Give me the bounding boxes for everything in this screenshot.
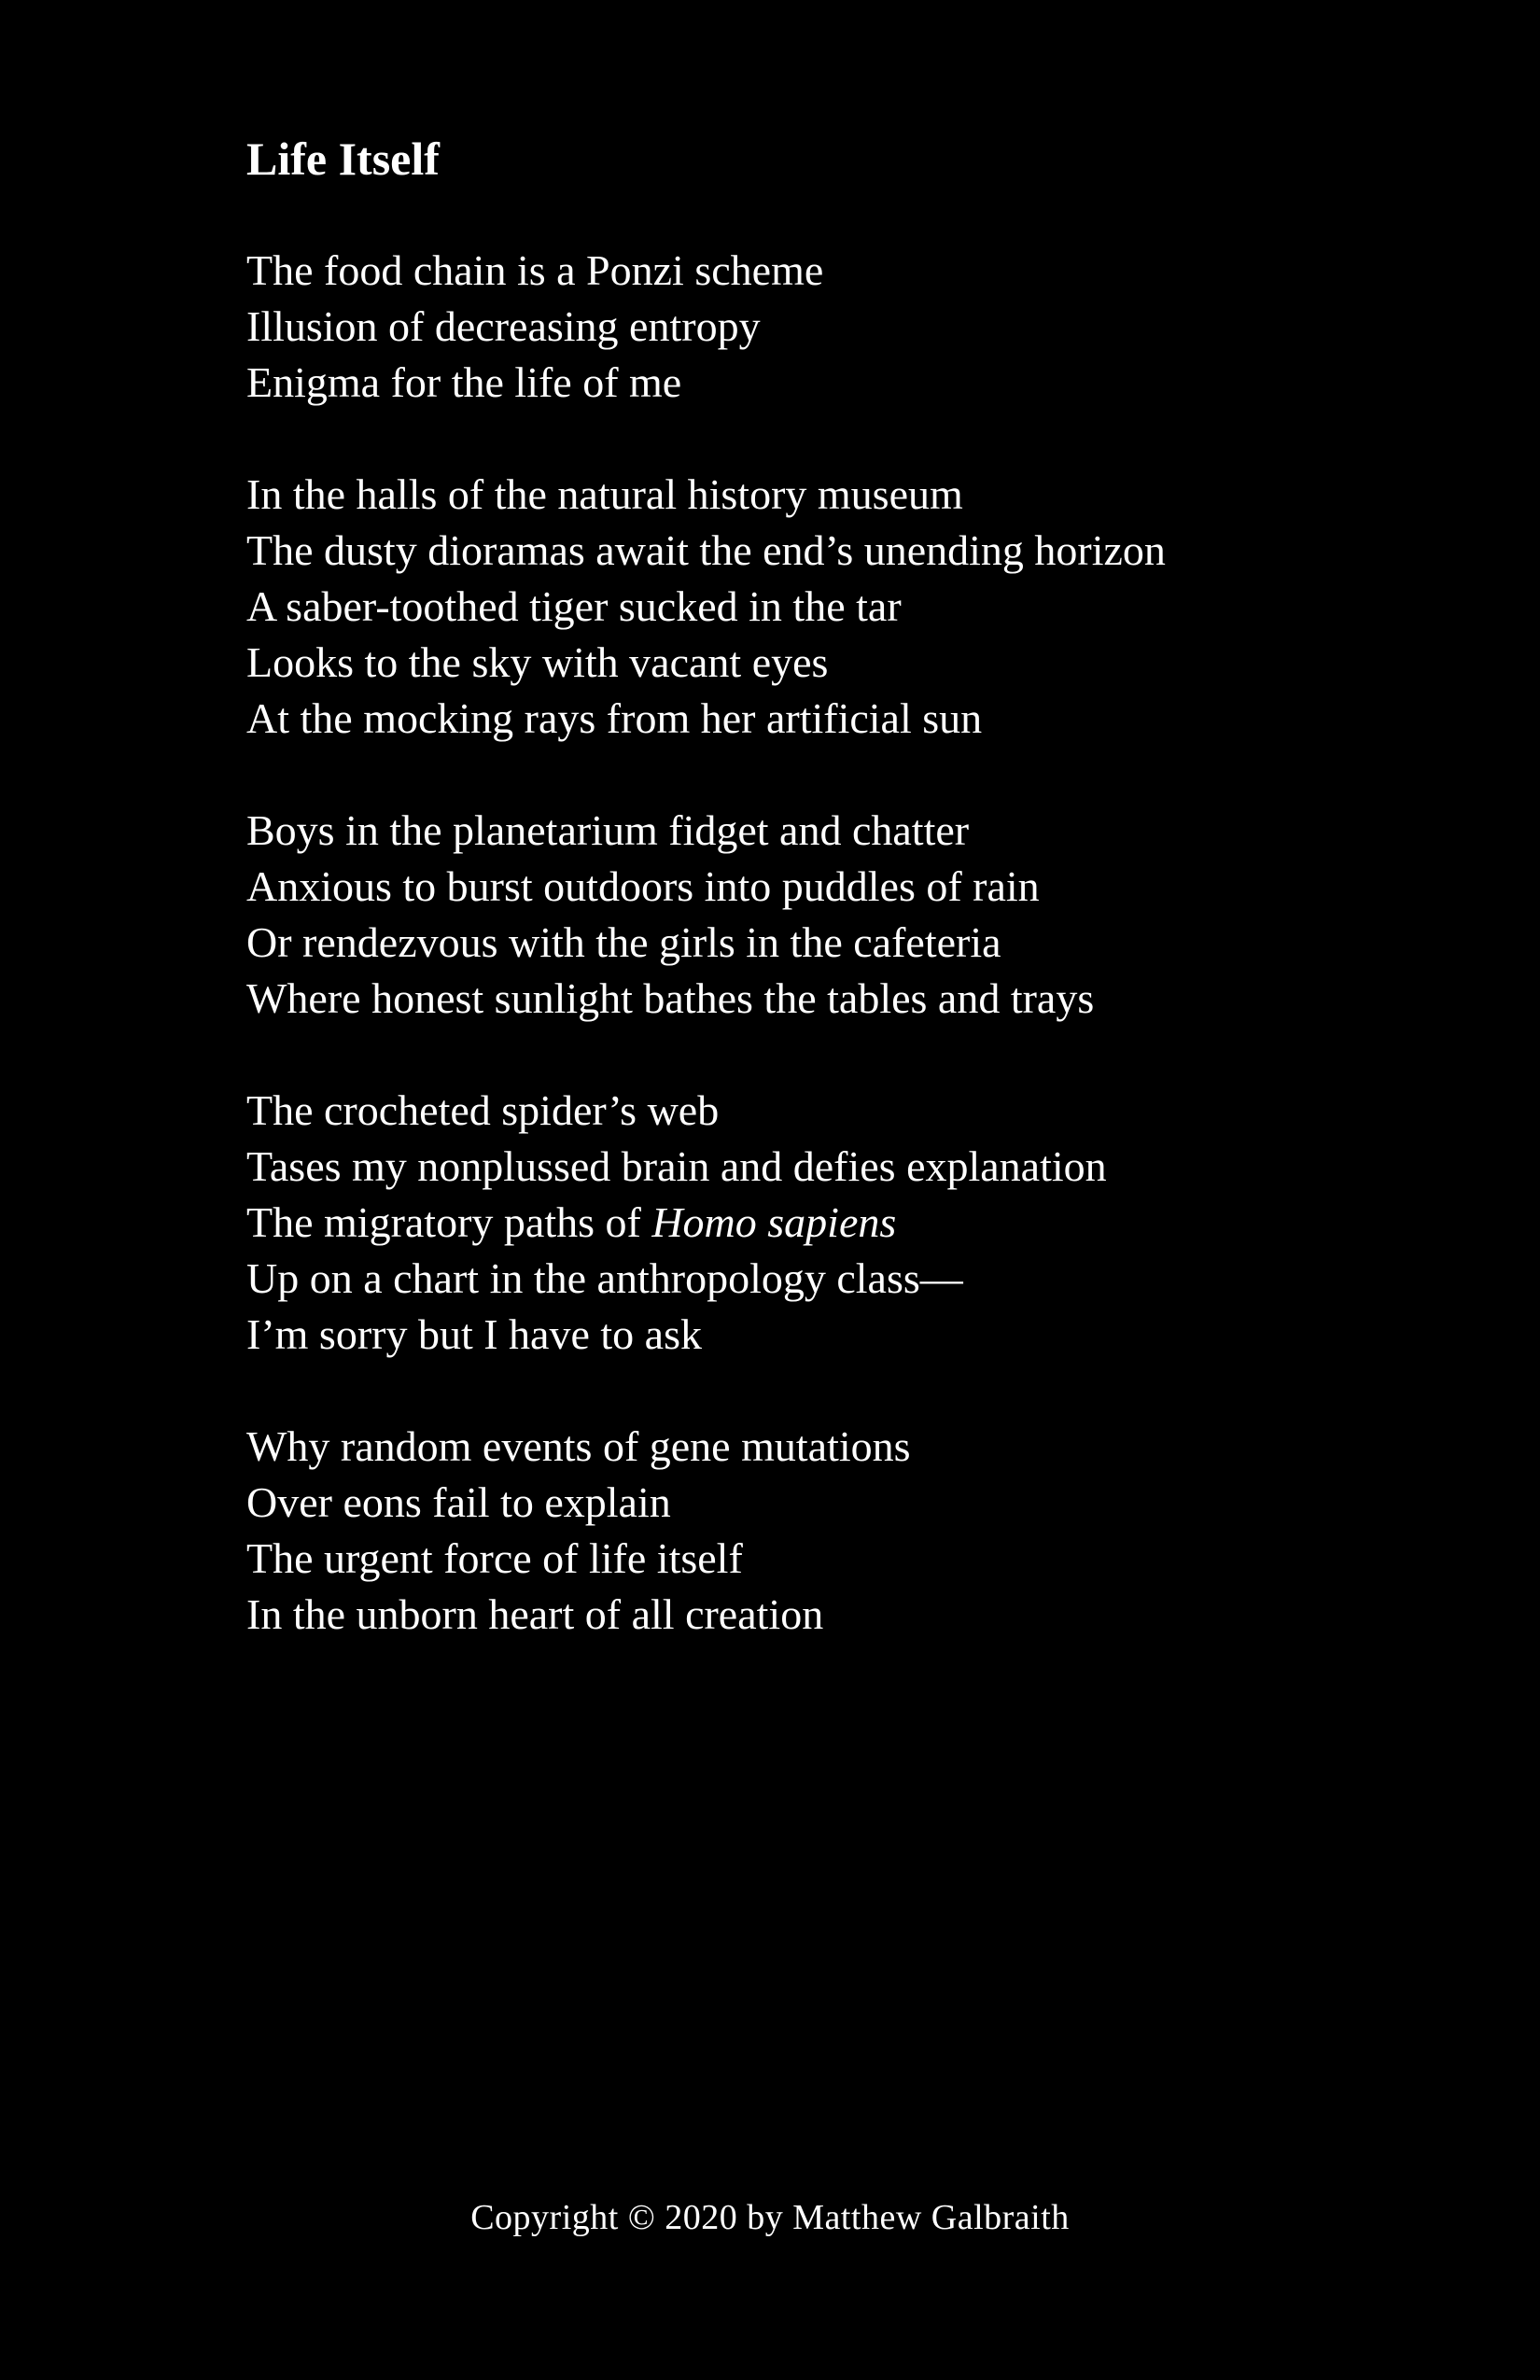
poem-line-text: A saber-toothed tiger sucked in the tar (246, 582, 902, 630)
poem-line-text: Where honest sunlight bathes the tables and trays (246, 974, 1095, 1022)
poem-line-text: Anxious to burst outdoors into puddles of rain (246, 862, 1040, 910)
poem-line-text: In the unborn heart of all creation (246, 1590, 824, 1638)
stanza (246, 803, 1460, 1027)
stanza (246, 1083, 1460, 1363)
poem-line (246, 803, 1460, 859)
poem-line-italic-text: Homo sapiens (651, 1198, 897, 1246)
poem-line (246, 1083, 1460, 1139)
poem-line (246, 1419, 1460, 1475)
poem-line-text: Tases my nonplussed brain and defies explanation (246, 1142, 1107, 1190)
poem-line (246, 579, 1460, 635)
poem-line (246, 1531, 1460, 1587)
poem-line-text: Why random events of gene mutations (246, 1422, 911, 1470)
poem-line (246, 1251, 1460, 1307)
poem-line (246, 1307, 1460, 1363)
poem-line-text: Illusion of decreasing entropy (246, 302, 761, 350)
poem-line-text: Enigma for the life of me (246, 358, 682, 406)
poem-line-text: I’m sorry but I have to ask (246, 1310, 702, 1358)
poem-line (246, 355, 1460, 411)
stanza (246, 1419, 1460, 1643)
poem-line-text: The migratory paths of (246, 1198, 652, 1246)
poem-line (246, 467, 1460, 523)
poem-line (246, 859, 1460, 915)
poem-line (246, 1475, 1460, 1531)
stanza (246, 467, 1460, 747)
poem-line-text: Up on a chart in the anthropology class— (246, 1254, 963, 1302)
poem-line (246, 523, 1460, 579)
poem-body (246, 243, 1460, 1643)
poem-line (246, 243, 1460, 299)
poem-line (246, 635, 1460, 691)
poem-line-text: At the mocking rays from her artificial sun (246, 694, 983, 742)
stanza (246, 243, 1460, 411)
poem-line-text: The food chain is a Ponzi scheme (246, 246, 824, 294)
poem-line-text: The crocheted spider’s web (246, 1086, 720, 1134)
poem-line-text: Boys in the planetarium fidget and chatter (246, 806, 970, 854)
poem-line (246, 915, 1460, 971)
poem-line-text: The urgent force of life itself (246, 1534, 743, 1582)
poem-line-text: Over eons fail to explain (246, 1478, 671, 1526)
poem-line-text: Looks to the sky with vacant eyes (246, 638, 829, 686)
poem-line-text: Or rendezvous with the girls in the cafeteria (246, 918, 1001, 966)
poem-line (246, 1587, 1460, 1643)
poem-line-text: The dusty dioramas await the end’s unending horizon (246, 526, 1166, 574)
copyright-notice: Copyright © 2020 by Matthew Galbraith (470, 2198, 1070, 2237)
poem-line (246, 971, 1460, 1027)
poem-line (246, 1139, 1460, 1195)
poem-line (246, 691, 1460, 747)
poem (246, 131, 1460, 1699)
poem-line (246, 299, 1460, 355)
poem-line (246, 1195, 1460, 1251)
poem-title: Life Itself (246, 133, 440, 185)
poem-line-text: In the halls of the natural history museum (246, 470, 963, 518)
